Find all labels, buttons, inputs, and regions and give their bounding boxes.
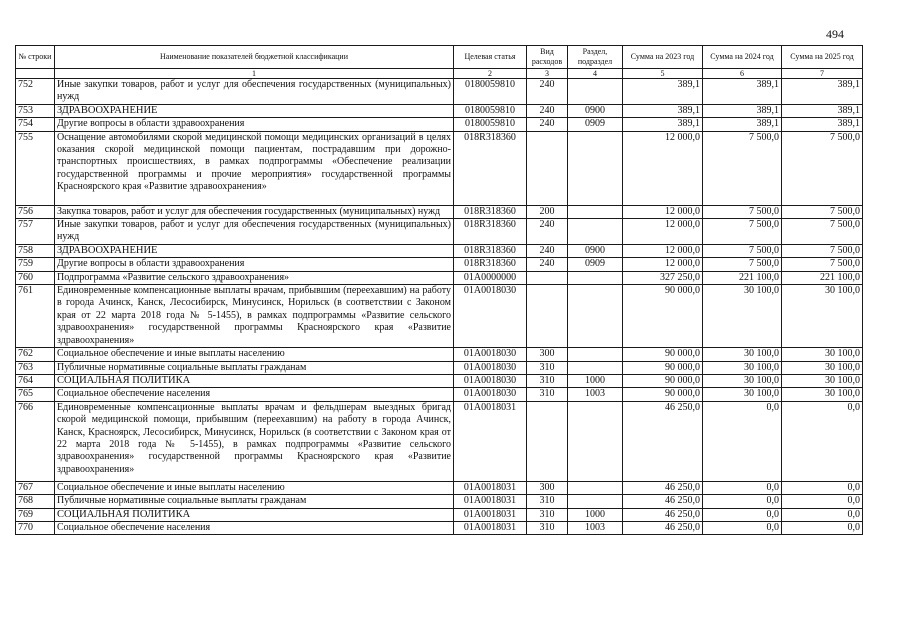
table-row: [16, 271, 863, 284]
indicator-name: Иные закупки товаров, работ и услуг для обеспечения государственных (муниципальных) нужд: [55, 219, 454, 245]
target-article: 018R318360: [454, 205, 527, 218]
sum-2024: 0,0: [703, 495, 782, 508]
sum-2023: 389,1: [623, 79, 703, 105]
header-name: Наименование показателей бюджетной классификации: [55, 46, 454, 69]
budget-table: [15, 45, 863, 535]
table-row: [16, 244, 863, 257]
expense-type: 240: [527, 118, 568, 131]
header-sum-2025: Сумма на 2025 год: [782, 46, 863, 69]
indicator-name: Социальное обеспечение и иные выплаты населению: [55, 348, 454, 361]
sum-2025: 7 500,0: [782, 219, 863, 245]
row-number: 767: [16, 481, 55, 494]
sum-2024: 7 500,0: [703, 205, 782, 218]
sum-2023: 90 000,0: [623, 285, 703, 348]
section-code: [568, 361, 623, 374]
sum-2025: 389,1: [782, 104, 863, 117]
sum-2025: 30 100,0: [782, 285, 863, 348]
sum-2023: 389,1: [623, 118, 703, 131]
sum-2023: 12 000,0: [623, 205, 703, 218]
table-row: [16, 508, 863, 521]
header-sum-2024: Сумма на 2024 год: [703, 46, 782, 69]
sum-2024: 7 500,0: [703, 258, 782, 271]
sum-2023: 327 250,0: [623, 271, 703, 284]
sum-2025: 7 500,0: [782, 244, 863, 257]
sum-2024: 0,0: [703, 481, 782, 494]
sum-2023: 90 000,0: [623, 388, 703, 401]
indicator-name: Другие вопросы в области здравоохранения: [55, 118, 454, 131]
row-number: 752: [16, 79, 55, 105]
section-code: 0900: [568, 104, 623, 117]
row-number: 754: [16, 118, 55, 131]
sum-2025: 7 500,0: [782, 258, 863, 271]
target-article: 01А0018031: [454, 495, 527, 508]
sum-2025: 0,0: [782, 495, 863, 508]
row-number: 768: [16, 495, 55, 508]
section-code: [568, 495, 623, 508]
expense-type: 310: [527, 495, 568, 508]
indicator-name: Социальное обеспечение населения: [55, 388, 454, 401]
column-number-row: [16, 69, 863, 79]
sum-2025: 221 100,0: [782, 271, 863, 284]
sum-2024: 389,1: [703, 118, 782, 131]
sum-2024: 30 100,0: [703, 361, 782, 374]
section-code: 0909: [568, 118, 623, 131]
sum-2025: 0,0: [782, 481, 863, 494]
sum-2023: 12 000,0: [623, 219, 703, 245]
target-article: 018R318360: [454, 258, 527, 271]
sum-2024: 7 500,0: [703, 219, 782, 245]
section-code: [568, 131, 623, 205]
expense-type: 310: [527, 361, 568, 374]
expense-type: 240: [527, 219, 568, 245]
column-number: 3: [527, 69, 568, 79]
row-number: 755: [16, 131, 55, 205]
header-section: Раздел, подраздел: [568, 46, 623, 69]
sum-2024: 7 500,0: [703, 244, 782, 257]
sum-2024: 221 100,0: [703, 271, 782, 284]
table-row: [16, 388, 863, 401]
sum-2023: 46 250,0: [623, 495, 703, 508]
row-number: 753: [16, 104, 55, 117]
column-number: 5: [623, 69, 703, 79]
sum-2023: 46 250,0: [623, 481, 703, 494]
expense-type: 310: [527, 388, 568, 401]
sum-2023: 90 000,0: [623, 374, 703, 387]
sum-2024: 0,0: [703, 508, 782, 521]
table-row: [16, 285, 863, 348]
indicator-name: Иные закупки товаров, работ и услуг для обеспечения государственных (муниципальных) нужд: [55, 79, 454, 105]
expense-type: 310: [527, 508, 568, 521]
sum-2023: 46 250,0: [623, 508, 703, 521]
indicator-name: ЗДРАВООХРАНЕНИЕ: [55, 244, 454, 257]
expense-type: 310: [527, 374, 568, 387]
table-row: [16, 401, 863, 481]
row-number: 759: [16, 258, 55, 271]
sum-2024: 0,0: [703, 521, 782, 534]
row-number: 756: [16, 205, 55, 218]
row-number: 770: [16, 521, 55, 534]
row-number: 764: [16, 374, 55, 387]
table-row: [16, 481, 863, 494]
target-article: 018R318360: [454, 219, 527, 245]
target-article: 018R318360: [454, 131, 527, 205]
indicator-name: Закупка товаров, работ и услуг для обеспечения государственных (муниципальных) нужд: [55, 205, 454, 218]
indicator-name: Другие вопросы в области здравоохранения: [55, 258, 454, 271]
target-article: 01А0018031: [454, 401, 527, 481]
section-code: 1000: [568, 374, 623, 387]
expense-type: [527, 285, 568, 348]
column-number: [16, 69, 55, 79]
indicator-name: Подпрограмма «Развитие сельского здравоохранения»: [55, 271, 454, 284]
table-row: [16, 104, 863, 117]
table-row: [16, 131, 863, 205]
header-row: [16, 46, 863, 69]
section-code: [568, 205, 623, 218]
table-row: [16, 495, 863, 508]
indicator-name: Публичные нормативные социальные выплаты гражданам: [55, 495, 454, 508]
sum-2023: 90 000,0: [623, 348, 703, 361]
sum-2023: 46 250,0: [623, 401, 703, 481]
row-number: 761: [16, 285, 55, 348]
row-number: 760: [16, 271, 55, 284]
sum-2025: 0,0: [782, 401, 863, 481]
row-number: 757: [16, 219, 55, 245]
expense-type: 300: [527, 348, 568, 361]
target-article: 01А0018030: [454, 361, 527, 374]
section-code: 0900: [568, 244, 623, 257]
sum-2024: 7 500,0: [703, 131, 782, 205]
sum-2025: 30 100,0: [782, 348, 863, 361]
sum-2023: 12 000,0: [623, 258, 703, 271]
column-number: 6: [703, 69, 782, 79]
section-code: [568, 285, 623, 348]
expense-type: 310: [527, 521, 568, 534]
section-code: [568, 219, 623, 245]
sum-2025: 0,0: [782, 521, 863, 534]
sum-2023: 12 000,0: [623, 244, 703, 257]
row-number: 762: [16, 348, 55, 361]
indicator-name: Социальное обеспечение населения: [55, 521, 454, 534]
table-row: [16, 118, 863, 131]
target-article: 01А0018030: [454, 374, 527, 387]
sum-2024: 389,1: [703, 104, 782, 117]
sum-2023: 46 250,0: [623, 521, 703, 534]
column-number: 7: [782, 69, 863, 79]
indicator-name: Оснащение автомобилями скорой медицинской помощи медицинских организаций в целях оказания скорой медицинской помощи пациентам, пострадавшим при дорожно-транспортных происшествиях, в рамках подпрограммы «Обеспечение реализации государственной программы и прочие мероприятия» государственной программы Красноярского края «Развитие здравоохранения»: [55, 131, 454, 205]
sum-2025: 30 100,0: [782, 388, 863, 401]
table-row: [16, 258, 863, 271]
section-code: [568, 481, 623, 494]
sum-2024: 0,0: [703, 401, 782, 481]
row-number: 769: [16, 508, 55, 521]
sum-2025: 389,1: [782, 79, 863, 105]
sum-2025: 30 100,0: [782, 361, 863, 374]
section-code: 1000: [568, 508, 623, 521]
table-row: [16, 205, 863, 218]
sum-2023: 12 000,0: [623, 131, 703, 205]
table-row: [16, 219, 863, 245]
target-article: 01А0018031: [454, 521, 527, 534]
sum-2025: 7 500,0: [782, 205, 863, 218]
expense-type: 300: [527, 481, 568, 494]
sum-2024: 30 100,0: [703, 388, 782, 401]
sum-2025: 0,0: [782, 508, 863, 521]
section-code: [568, 401, 623, 481]
sum-2024: 30 100,0: [703, 348, 782, 361]
target-article: 01А0018031: [454, 481, 527, 494]
sum-2025: 389,1: [782, 118, 863, 131]
indicator-name: СОЦИАЛЬНАЯ ПОЛИТИКА: [55, 374, 454, 387]
section-code: 0909: [568, 258, 623, 271]
sum-2023: 90 000,0: [623, 361, 703, 374]
expense-type: 240: [527, 104, 568, 117]
indicator-name: Публичные нормативные социальные выплаты гражданам: [55, 361, 454, 374]
section-code: 1003: [568, 388, 623, 401]
expense-type: [527, 271, 568, 284]
header-exp-type: Вид расходов: [527, 46, 568, 69]
table-row: [16, 521, 863, 534]
header-target: Целевая статья: [454, 46, 527, 69]
sum-2024: 389,1: [703, 79, 782, 105]
expense-type: [527, 401, 568, 481]
target-article: 01А0018030: [454, 388, 527, 401]
row-number: 758: [16, 244, 55, 257]
indicator-name: Единовременные компенсационные выплаты врачам и фельдшерам выездных бригад скорой медицинской помощи, прибывшим (переехавшим) на работу в города Ачинск, Канск, Красноярск, Лесосибирск, Минусинск, Норильск (в соответствии с Законом края от 22 марта 2018 года № 5-1455), в рамках подпрограммы «Развитие сельского здравоохранения» государственной программы Красноярского края «Развитие здравоохранения»: [55, 401, 454, 481]
table-row: [16, 361, 863, 374]
row-number: 763: [16, 361, 55, 374]
expense-type: [527, 131, 568, 205]
sum-2025: 7 500,0: [782, 131, 863, 205]
target-article: 0180059810: [454, 118, 527, 131]
target-article: 0180059810: [454, 104, 527, 117]
page-number: 494: [826, 27, 844, 41]
target-article: 018R318360: [454, 244, 527, 257]
section-code: [568, 271, 623, 284]
sum-2024: 30 100,0: [703, 285, 782, 348]
indicator-name: СОЦИАЛЬНАЯ ПОЛИТИКА: [55, 508, 454, 521]
sum-2025: 30 100,0: [782, 374, 863, 387]
target-article: 01А0018031: [454, 508, 527, 521]
header-row-no: № строки: [16, 46, 55, 69]
expense-type: 240: [527, 244, 568, 257]
sum-2024: 30 100,0: [703, 374, 782, 387]
expense-type: 200: [527, 205, 568, 218]
section-code: [568, 348, 623, 361]
indicator-name: Социальное обеспечение и иные выплаты населению: [55, 481, 454, 494]
table-row: [16, 79, 863, 105]
target-article: 01А0000000: [454, 271, 527, 284]
column-number: 4: [568, 69, 623, 79]
section-code: [568, 79, 623, 105]
target-article: 01А0018030: [454, 348, 527, 361]
row-number: 766: [16, 401, 55, 481]
table-row: [16, 374, 863, 387]
table-row: [16, 348, 863, 361]
section-code: 1003: [568, 521, 623, 534]
indicator-name: Единовременные компенсационные выплаты врачам, прибывшим (переехавшим) на работу в города Ачинск, Канск, Лесосибирск, Минусинск, Норильск (в соответствии с Законом края от 22 марта 2018 года № 5-1455), в рамках подпрограммы «Развитие сельского здравоохранения» государственной программы Красноярского края «Развитие здравоохранения»: [55, 285, 454, 348]
target-article: 0180059810: [454, 79, 527, 105]
column-number: 1: [55, 69, 454, 79]
header-sum-2023: Сумма на 2023 год: [623, 46, 703, 69]
indicator-name: ЗДРАВООХРАНЕНИЕ: [55, 104, 454, 117]
table-body: [16, 79, 863, 535]
column-number: 2: [454, 69, 527, 79]
expense-type: 240: [527, 258, 568, 271]
target-article: 01А0018030: [454, 285, 527, 348]
row-number: 765: [16, 388, 55, 401]
expense-type: 240: [527, 79, 568, 105]
sum-2023: 389,1: [623, 104, 703, 117]
